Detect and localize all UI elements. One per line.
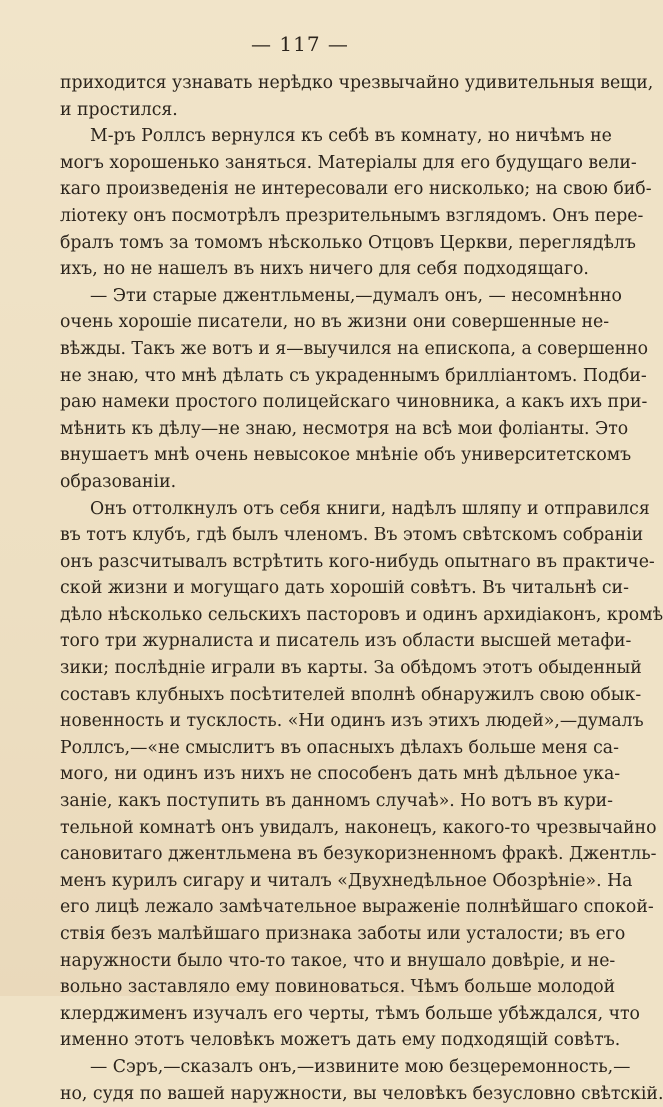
text-line: каго произведенія не интересовали его нисколько; на свою биб- [60,179,652,200]
page-number: — 117 — [251,32,349,56]
text-line: ской жизни и могущаго дать хорошій совѣтъ. Въ читальнѣ си- [60,578,629,599]
body-text [60,70,663,1107]
text-line: дѣло нѣсколько сельскихъ пасторовъ и одинъ архидіаконъ, кромѣ [60,604,663,625]
text-line: очень хорошіе писатели, но въ жизни они совершенные не- [60,312,610,333]
text-line: вольно заставляло ему повиноваться. Чѣмъ больше молодой [60,977,616,998]
text-line: — Эти старые джентльмены,—думалъ онъ, — несомнѣнно [90,285,622,306]
text-line: составъ клубныхъ посѣтителей вполнѣ обнаружилъ свою обык- [60,684,642,705]
text-line: могъ хорошенько заняться. Матеріалы для его будущаго вели- [60,152,637,173]
text-line: приходится узнавать нерѣдко чрезвычайно удивительныя вещи, [60,73,654,93]
text-line: онъ разсчитывалъ встрѣтить кого-нибудь опытнаго въ практиче- [60,551,655,572]
text-line: заніе, какъ поступить въ данномъ случаѣ». Но вотъ въ кури- [60,791,614,812]
text-line: ствія безъ малѣйшаго признака заботы или усталости; въ его [60,924,626,944]
text-line: и простился. [60,99,178,120]
text-line: клерджименъ изучалъ его черты, тѣмъ больше убѣждался, что [60,1003,640,1024]
text-line: наружности было что-то такое, что и внушало довѣріе, и не- [60,950,616,971]
text-line: — Сэръ,—сказалъ онъ,—извините мою безцеремонность,— [90,1056,631,1077]
text-line: именно этотъ человѣкъ можетъ дать ему подходящій совѣтъ. [60,1030,621,1051]
text-line: не знаю, что мнѣ дѣлать съ украденнымъ брилліантомъ. Подби- [60,365,647,386]
text-line: менъ курилъ сигару и читалъ «Двухнедѣльное Обозрѣніе». На [60,870,633,891]
text-line: новенность и тусклость. «Ни одинъ изъ этихъ людей»,—думалъ [60,711,644,732]
text-line: бралъ томъ за томомъ нѣсколько Отцовъ Церкви, переглядѣлъ [60,232,636,253]
text-line: внушаетъ мнѣ очень невысокое мнѣніе объ университетскомъ [60,445,632,466]
text-line: вѣжды. Такъ же вотъ и я—выучился на епископа, а совершенно [60,338,649,359]
text-line: Роллсъ,—«не смыслитъ въ опасныхъ дѣлахъ больше меня са- [60,737,619,758]
text-line: мѣнить къ дѣлу—не знаю, несмотря на всѣ мои фоліанты. Это [60,418,629,439]
text-line: мого, ни одинъ изъ нихъ не способенъ дать мнѣ дѣльное ука- [60,764,621,785]
text-line: ліотеку онъ посмотрѣлъ презрительнымъ взглядомъ. Онъ пере- [60,205,644,226]
text-line: въ тотъ клубъ, гдѣ былъ членомъ. Въ этомъ свѣтскомъ собраніи [60,525,644,546]
text-line: зики; послѣдніе играли въ карты. За обѣдомъ этотъ обыденный [60,658,642,679]
text-line: раю намеки простого полицейскаго чиновника, а какъ ихъ при- [60,392,648,413]
text-line: но, судя по вашей наружности, вы человѣкъ безусловно свѣтскій. [60,1083,663,1104]
text-line: того три журналиста и писатель изъ области высшей метафи- [60,631,632,652]
text-line: сановитаго джентльмена въ безукоризненномъ фракѣ. Джентль- [60,844,657,865]
text-line: тельной комнатѣ онъ увидалъ, наконецъ, какого-то чрезвычайно [60,817,657,838]
text-line: М-ръ Роллсъ вернулся къ себѣ въ комнату, но ничѣмъ не [90,126,612,147]
text-line: его лицѣ лежало замѣчательное выраженіе полнѣйшаго спокой- [60,897,654,918]
text-line: образованіи. [60,471,177,492]
text-line: ихъ, но не нашелъ въ нихъ ничего для себя подходящаго. [60,259,589,280]
text-line: Онъ оттолкнулъ отъ себя книги, надѣлъ шляпу и отправился [90,498,650,519]
